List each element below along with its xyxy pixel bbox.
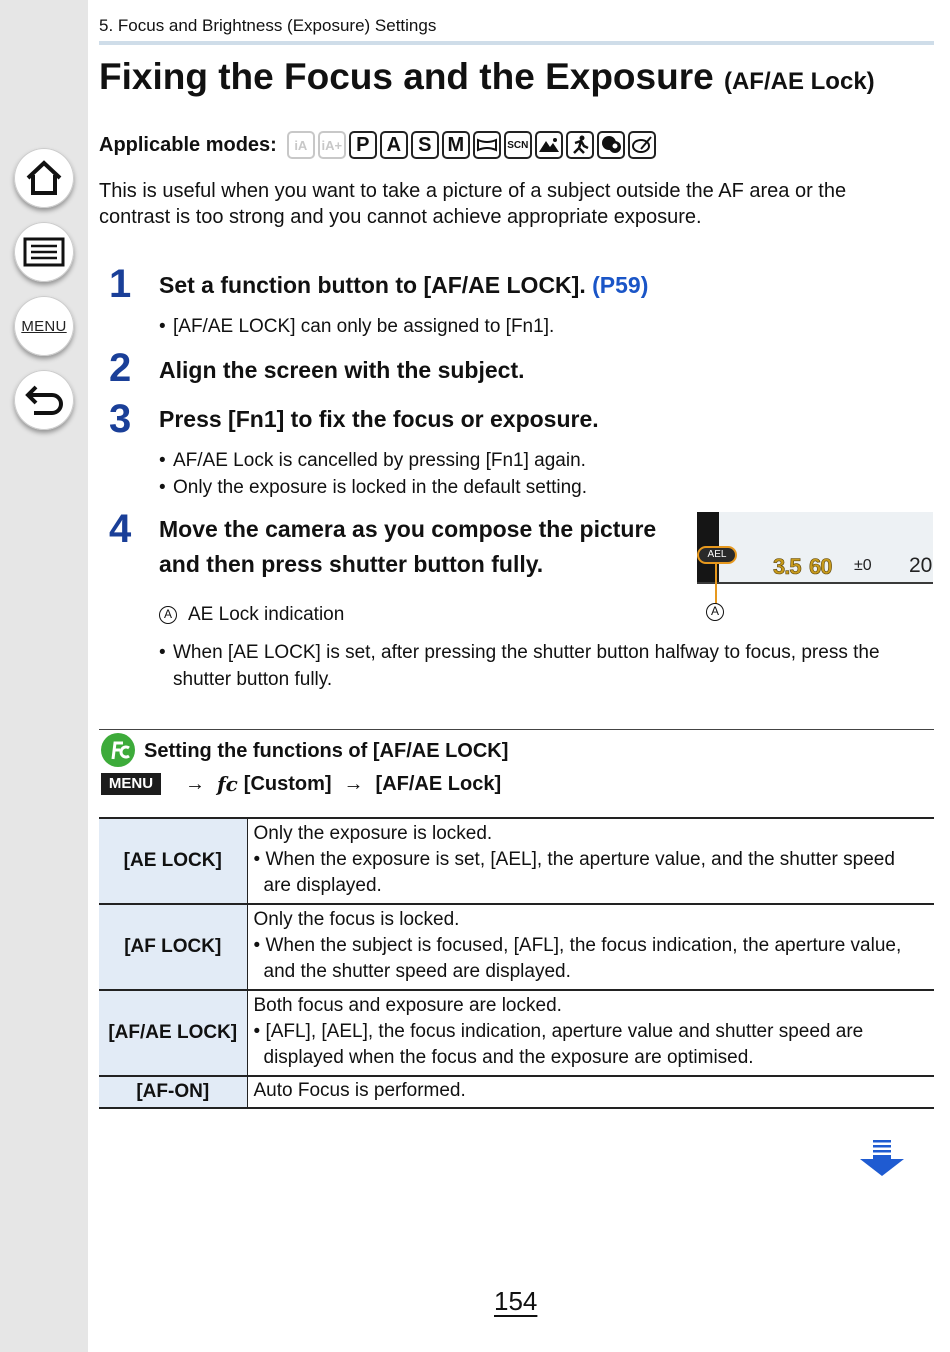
option-desc-line: Only the focus is locked.	[253, 909, 460, 930]
custom-menu-label: [Custom]	[243, 772, 332, 795]
exposure-compensation-value: ±0	[854, 557, 872, 574]
sports-icon	[566, 131, 594, 159]
legend-text: AE Lock indication	[188, 604, 345, 625]
table-row	[99, 818, 934, 904]
option-note-text: When the subject is focused, [AFL], the focus indication, the aperture value, and the shutter speed are displayed.	[263, 935, 902, 982]
step-3-note-2: • Only the exposure is locked in the default setting.	[159, 474, 919, 501]
step-4-note: • When [AE LOCK] is set, after pressing the shutter button halfway to focus, press the shutter button fully.	[159, 639, 919, 693]
option-description	[247, 990, 934, 1076]
chapter-heading: 5. Focus and Brightness (Exposure) Settings	[99, 16, 437, 35]
creative-control-icon	[628, 131, 656, 159]
chapter-divider	[99, 41, 934, 45]
sidebar-nav	[0, 0, 88, 1352]
option-description	[247, 818, 934, 904]
option-note: • When the exposure is set, [AEL], the aperture value, and the shutter speed are displayed.	[253, 849, 895, 896]
back-button[interactable]	[14, 370, 74, 430]
mode-s-icon: S	[411, 131, 439, 159]
path-arrow-2: →	[343, 772, 364, 795]
landscape-icon	[535, 131, 563, 159]
contents-button[interactable]	[14, 222, 74, 282]
mode-ia-icon: iA	[287, 131, 315, 159]
menu-path	[101, 772, 501, 796]
shot-count-value: 20	[909, 554, 933, 577]
mode-m-icon: M	[442, 131, 470, 159]
legend-marker-a: A	[159, 606, 177, 624]
page-number: 154	[494, 1286, 538, 1316]
step-1-number: 1	[109, 262, 132, 306]
table-row	[99, 990, 934, 1076]
step-1-text: Set a function button to [AF/AE LOCK].	[159, 272, 586, 298]
page-link-p59[interactable]: (P59)	[592, 272, 649, 298]
aperture-value: 3.5	[773, 554, 801, 579]
option-key: [AF LOCK]	[99, 904, 247, 990]
option-description	[247, 904, 934, 990]
step-3-number: 3	[109, 397, 132, 441]
mode-p-icon: P	[349, 131, 377, 159]
home-icon	[24, 159, 64, 197]
step-1-title	[159, 272, 648, 299]
table-row	[99, 1076, 934, 1108]
step-1-note: • [AF/AE LOCK] can only be assigned to [Fn1].	[159, 313, 919, 340]
next-page-button[interactable]	[859, 1140, 905, 1183]
callout-marker-a: A	[706, 603, 724, 621]
table-row	[99, 904, 934, 990]
option-key: [AF/AE LOCK]	[99, 990, 247, 1076]
option-key: [AF-ON]	[99, 1076, 247, 1108]
option-desc-line: Both focus and exposure are locked.	[253, 995, 562, 1016]
mode-ia-plus-icon: iA+	[318, 131, 346, 159]
list-icon	[23, 237, 65, 267]
option-note-text: [AFL], [AEL], the focus indication, aperture value and shutter speed are displayed when the focus and the exposure are optimised.	[263, 1021, 864, 1068]
path-arrow-1: →	[185, 772, 205, 795]
option-desc-line: Auto Focus is performed.	[253, 1080, 466, 1101]
option-key: [AE LOCK]	[99, 818, 247, 904]
page-title-main: Fixing the Focus and the Exposure	[99, 56, 714, 97]
option-note: • [AFL], [AEL], the focus indication, aperture value and shutter speed are displayed when the focus and the exposure are optimised.	[253, 1021, 864, 1068]
panorama-icon	[473, 131, 501, 159]
menu-badge: MENU	[101, 773, 161, 795]
option-note: • When the subject is focused, [AFL], the focus indication, the aperture value, and the shutter speed are displayed.	[253, 935, 902, 982]
next-page-arrow-icon	[859, 1140, 905, 1178]
portrait-icon	[597, 131, 625, 159]
step-3-title: Press [Fn1] to fix the focus or exposure.	[159, 406, 599, 432]
menu-button[interactable]	[14, 296, 74, 356]
camera-display-illustration	[697, 512, 933, 618]
menu-label: MENU	[21, 317, 67, 335]
shutter-speed-value: 60	[809, 554, 832, 579]
option-desc-line: Only the exposure is locked.	[253, 823, 493, 844]
page-title	[99, 56, 875, 98]
scn-icon: SCN	[504, 131, 532, 159]
camera-display-bottom-line	[697, 582, 933, 584]
target-setting-label: [AF/AE Lock]	[375, 772, 502, 795]
step-4-number: 4	[109, 507, 132, 551]
applicable-modes	[99, 131, 659, 159]
back-arrow-icon	[24, 383, 64, 417]
modes-label: Applicable modes:	[99, 133, 277, 156]
options-table	[99, 817, 934, 1109]
custom-section-title: Setting the functions of [AF/AE LOCK]	[144, 740, 509, 762]
step-4-title: Move the camera as you compose the picture and then press shutter button fully.	[159, 516, 657, 577]
option-description	[247, 1076, 934, 1108]
mode-a-icon: A	[380, 131, 408, 159]
step-2-title: Align the screen with the subject.	[159, 357, 525, 383]
custom-settings-icon	[101, 733, 135, 767]
page-title-suffix: (AF/AE Lock)	[723, 68, 875, 95]
custom-menu-icon: fc	[217, 772, 238, 796]
step-2-number: 2	[109, 346, 132, 390]
step-3-note-1: • AF/AE Lock is cancelled by pressing [Fn1] again.	[159, 447, 919, 474]
annotation-legend	[159, 604, 344, 626]
intro-paragraph: This is useful when you want to take a picture of a subject outside the AF area or the contrast is too strong and you cannot achieve appropriate exposure.	[99, 180, 847, 228]
home-button[interactable]	[14, 148, 74, 208]
ael-indicator: AEL	[697, 546, 737, 564]
section-divider	[99, 729, 934, 730]
option-note-text: When the exposure is set, [AEL], the aperture value, and the shutter speed are displayed.	[263, 849, 895, 896]
